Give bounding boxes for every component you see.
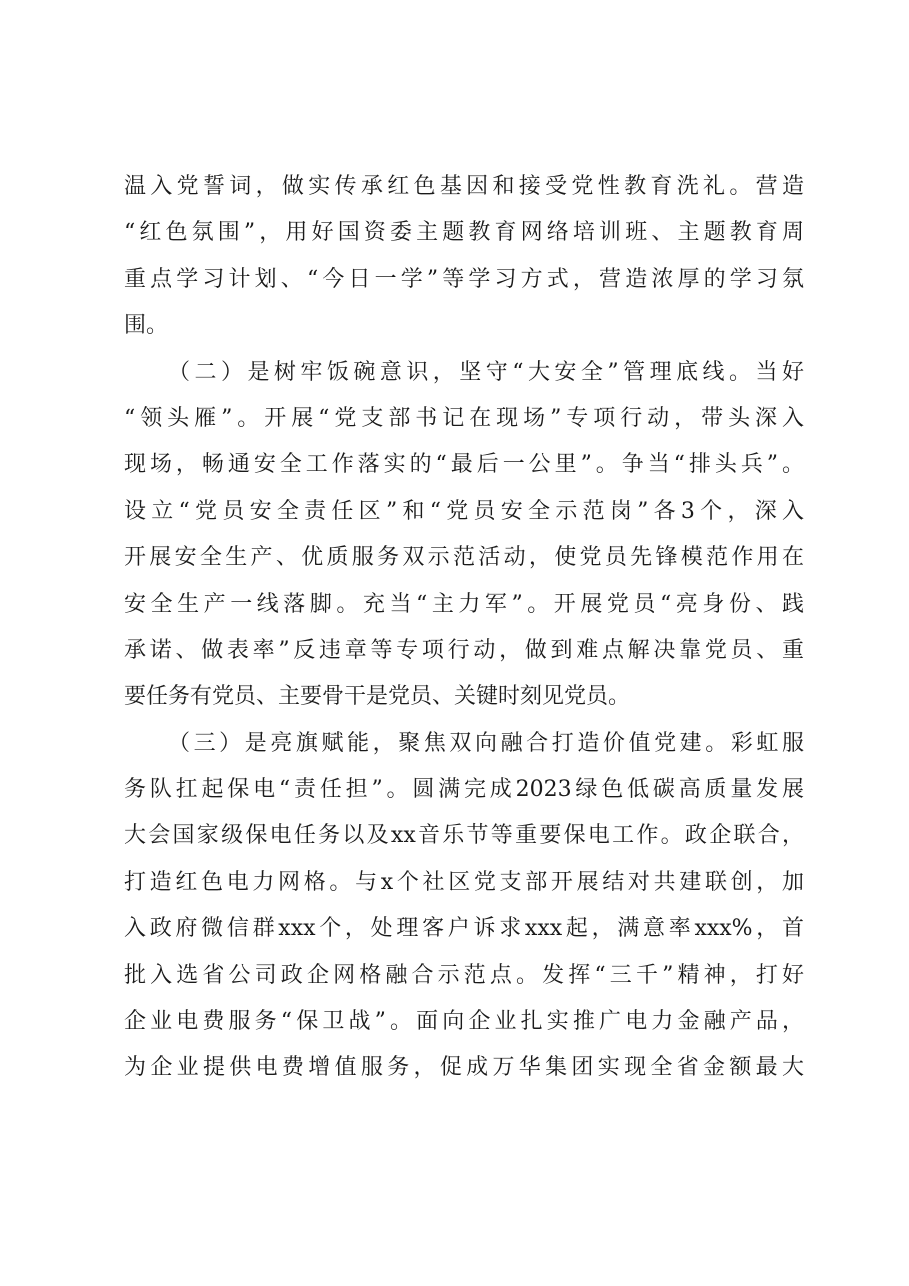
text-line: 务队扛起保电“责任担”。圆满完成2023绿色低碳高质量发展 bbox=[124, 777, 804, 803]
paragraph-section-2 bbox=[124, 350, 804, 721]
text-line: 围。 bbox=[124, 313, 169, 339]
text-line: 要任务有党员、主要骨干是党员、关键时刻见党员。 bbox=[124, 684, 631, 710]
text-line: 承诺、做表率”反违章等专项行动，做到难点解决靠党员、重 bbox=[124, 637, 804, 663]
text-line: 温入党誓词，做实传承红色基因和接受党性教育洗礼。营造 bbox=[124, 174, 804, 199]
text-line: 企业电费服务“保卫战”。面向企业扎实推广电力金融产品， bbox=[124, 1009, 804, 1035]
text-line: 安全生产一线落脚。充当“主力军”。开展党员“亮身份、践 bbox=[124, 591, 804, 617]
text-line: 为企业提供电费增值服务，促成万华集团实现全省金额最大 bbox=[124, 1055, 804, 1081]
text-line: 打造红色电力网格。与x个社区党支部开展结对共建联创，加 bbox=[124, 869, 804, 895]
text-line: （二）是树牢饭碗意识，坚守“大安全”管理底线。当好 bbox=[168, 359, 804, 385]
text-line: 设立“党员安全责任区”和“党员安全示范岗”各3个，深入 bbox=[124, 498, 804, 524]
text-line: （三）是亮旗赋能，聚焦双向融合打造价值党建。彩虹服 bbox=[168, 730, 804, 756]
document-body bbox=[124, 164, 804, 1092]
text-line: 现场，畅通安全工作落实的“最后一公里”。争当“排头兵”。 bbox=[124, 452, 804, 478]
text-line: “领头雁”。开展“党支部书记在现场”专项行动，带头深入 bbox=[124, 405, 804, 431]
text-line: 重点学习计划、“今日一学”等学习方式，营造浓厚的学习氛 bbox=[124, 266, 804, 292]
text-line: 批入选省公司政企网格融合示范点。发挥“三千”精神，打好 bbox=[124, 962, 804, 988]
text-line: “红色氛围”，用好国资委主题教育网络培训班、主题教育周 bbox=[124, 220, 804, 246]
text-line: 入政府微信群xxx个，处理客户诉求xxx起，满意率xxx%，首 bbox=[124, 916, 804, 942]
text-line: 大会国家级保电任务以及xx音乐节等重要保电工作。政企联合， bbox=[124, 823, 804, 849]
paragraph-intro-tail bbox=[124, 164, 804, 350]
paragraph-section-3 bbox=[124, 721, 804, 1092]
text-line: 开展安全生产、优质服务双示范活动，使党员先锋模范作用在 bbox=[124, 545, 804, 571]
